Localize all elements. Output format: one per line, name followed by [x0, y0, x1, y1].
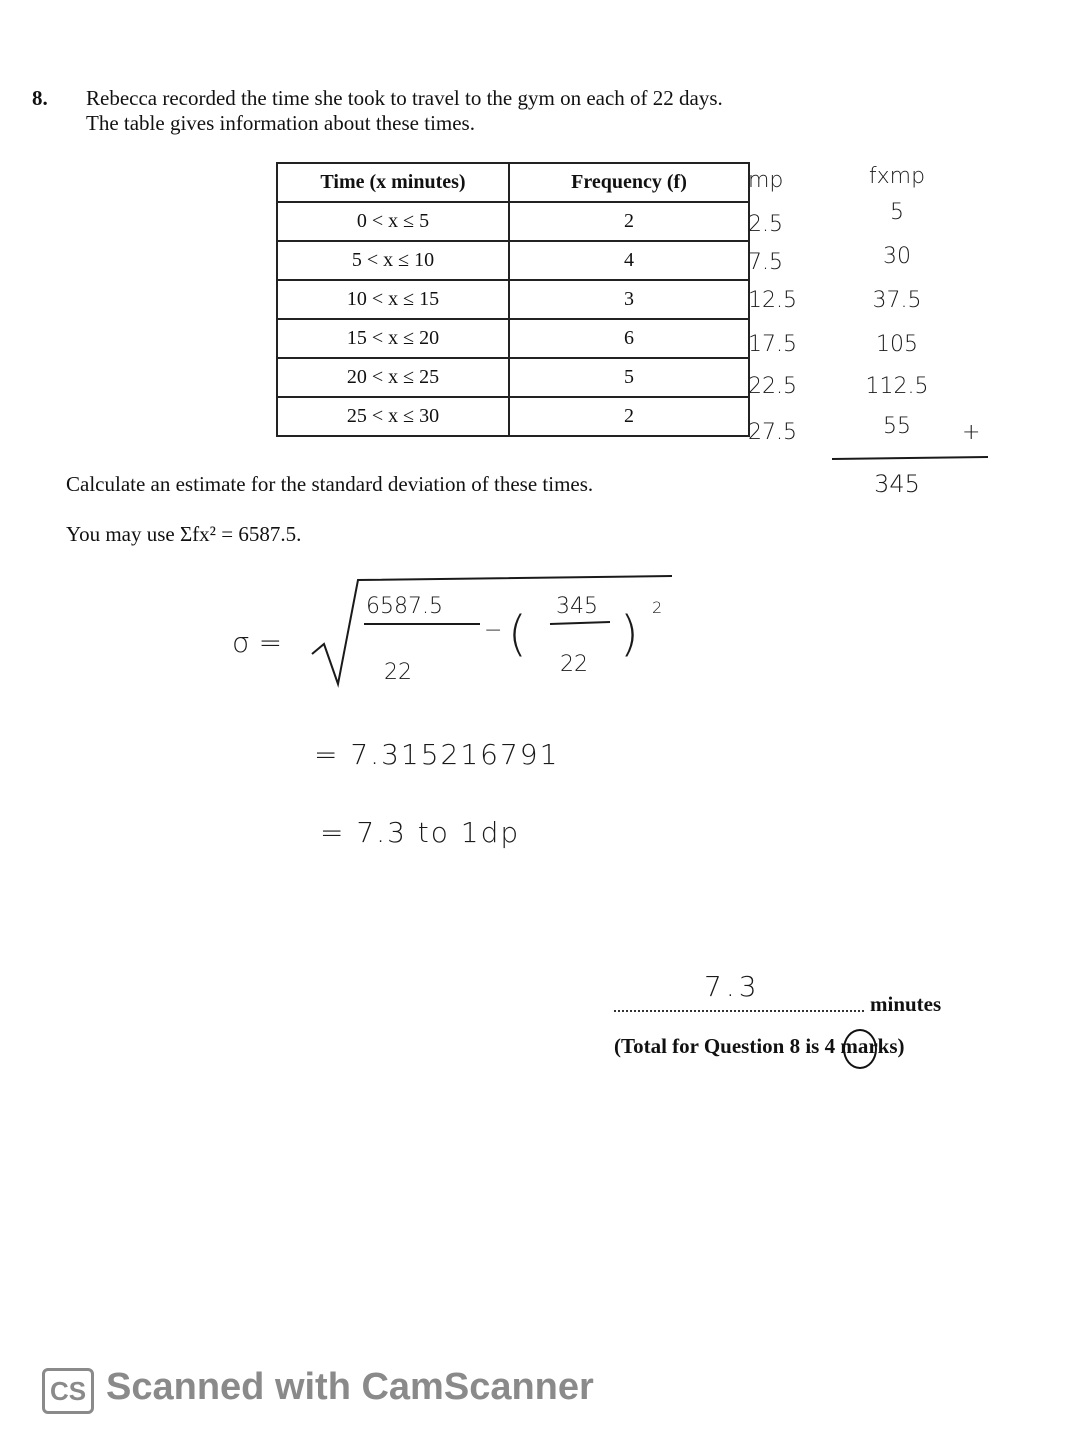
frequency-cell: 4 — [509, 241, 749, 280]
interval-cell: 20 < x ≤ 25 — [277, 358, 509, 397]
answer-value: 7.3 — [704, 970, 761, 1003]
marks-circle — [843, 1029, 877, 1069]
frequency-cell: 2 — [509, 397, 749, 436]
right-paren: ) — [620, 606, 639, 662]
fxmp-value: 105 — [876, 332, 918, 357]
result-line-2: = 7.3 to 1dp — [320, 816, 521, 849]
fxmp-header: fxmp — [868, 164, 926, 189]
fraction-2-numerator: 345 — [556, 594, 598, 619]
fraction-1-denominator: 22 — [384, 660, 412, 685]
answer-unit: minutes — [870, 992, 942, 1016]
question-line-2: The table gives information about these times. — [86, 111, 475, 135]
mp-header: mp — [748, 168, 784, 193]
table-header-row — [277, 163, 749, 202]
interval-cell: 15 < x ≤ 20 — [277, 319, 509, 358]
mp-value: 2.5 — [748, 212, 783, 237]
time-column-header: Time (x minutes) — [277, 163, 509, 202]
minus-sign: − — [484, 618, 503, 643]
frequency-cell: 3 — [509, 280, 749, 319]
frequency-cell: 5 — [509, 358, 749, 397]
frequency-cell: 2 — [509, 202, 749, 241]
table-row — [277, 358, 749, 397]
question-number: 8. — [32, 86, 48, 110]
interval-cell: 10 < x ≤ 15 — [277, 280, 509, 319]
camscanner-watermark: Scanned with CamScanner — [106, 1366, 594, 1408]
frequency-cell: 6 — [509, 319, 749, 358]
fxmp-value: 37.5 — [872, 288, 922, 313]
table-row — [277, 319, 749, 358]
fxmp-value: 55 — [883, 414, 911, 439]
interval-cell: 0 < x ≤ 5 — [277, 202, 509, 241]
mp-value: 27.5 — [748, 420, 797, 445]
exponent: 2 — [652, 598, 663, 617]
table-row — [277, 241, 749, 280]
hint-text: You may use Σfx² = 6587.5. — [66, 522, 302, 546]
table-row — [277, 202, 749, 241]
table-row — [277, 280, 749, 319]
fxmp-value: 30 — [883, 244, 911, 269]
sigma-equals: σ = — [232, 626, 283, 659]
answer-line — [614, 1010, 864, 1012]
interval-cell: 5 < x ≤ 10 — [277, 241, 509, 280]
result-line-1: = 7.315216791 — [314, 738, 560, 771]
fxmp-value: 5 — [890, 200, 904, 225]
sum-underline — [830, 452, 990, 464]
fxmp-sum: 345 — [874, 470, 920, 498]
camscanner-logo-icon: CS — [42, 1368, 94, 1414]
total-marks: (Total for Question 8 is 4 marks) — [614, 1034, 905, 1058]
mp-value: 22.5 — [748, 374, 797, 399]
mp-value: 12.5 — [748, 288, 797, 313]
frequency-column-header: Frequency (f) — [509, 163, 749, 202]
question-line-1: Rebecca recorded the time she took to travel to the gym on each of 22 days. — [86, 86, 723, 110]
interval-cell: 25 < x ≤ 30 — [277, 397, 509, 436]
mp-value: 7.5 — [748, 250, 783, 275]
left-paren: ( — [508, 606, 527, 662]
question-text — [86, 86, 723, 136]
plus-sign: + — [962, 420, 981, 445]
fraction-1-numerator: 6587.5 — [366, 594, 443, 619]
fxmp-value: 112.5 — [865, 374, 929, 399]
frequency-table — [276, 162, 750, 437]
table-row — [277, 397, 749, 436]
fraction-2-denominator: 22 — [560, 652, 588, 677]
mp-value: 17.5 — [748, 332, 797, 357]
calculate-instruction: Calculate an estimate for the standard deviation of these times. — [66, 472, 594, 496]
